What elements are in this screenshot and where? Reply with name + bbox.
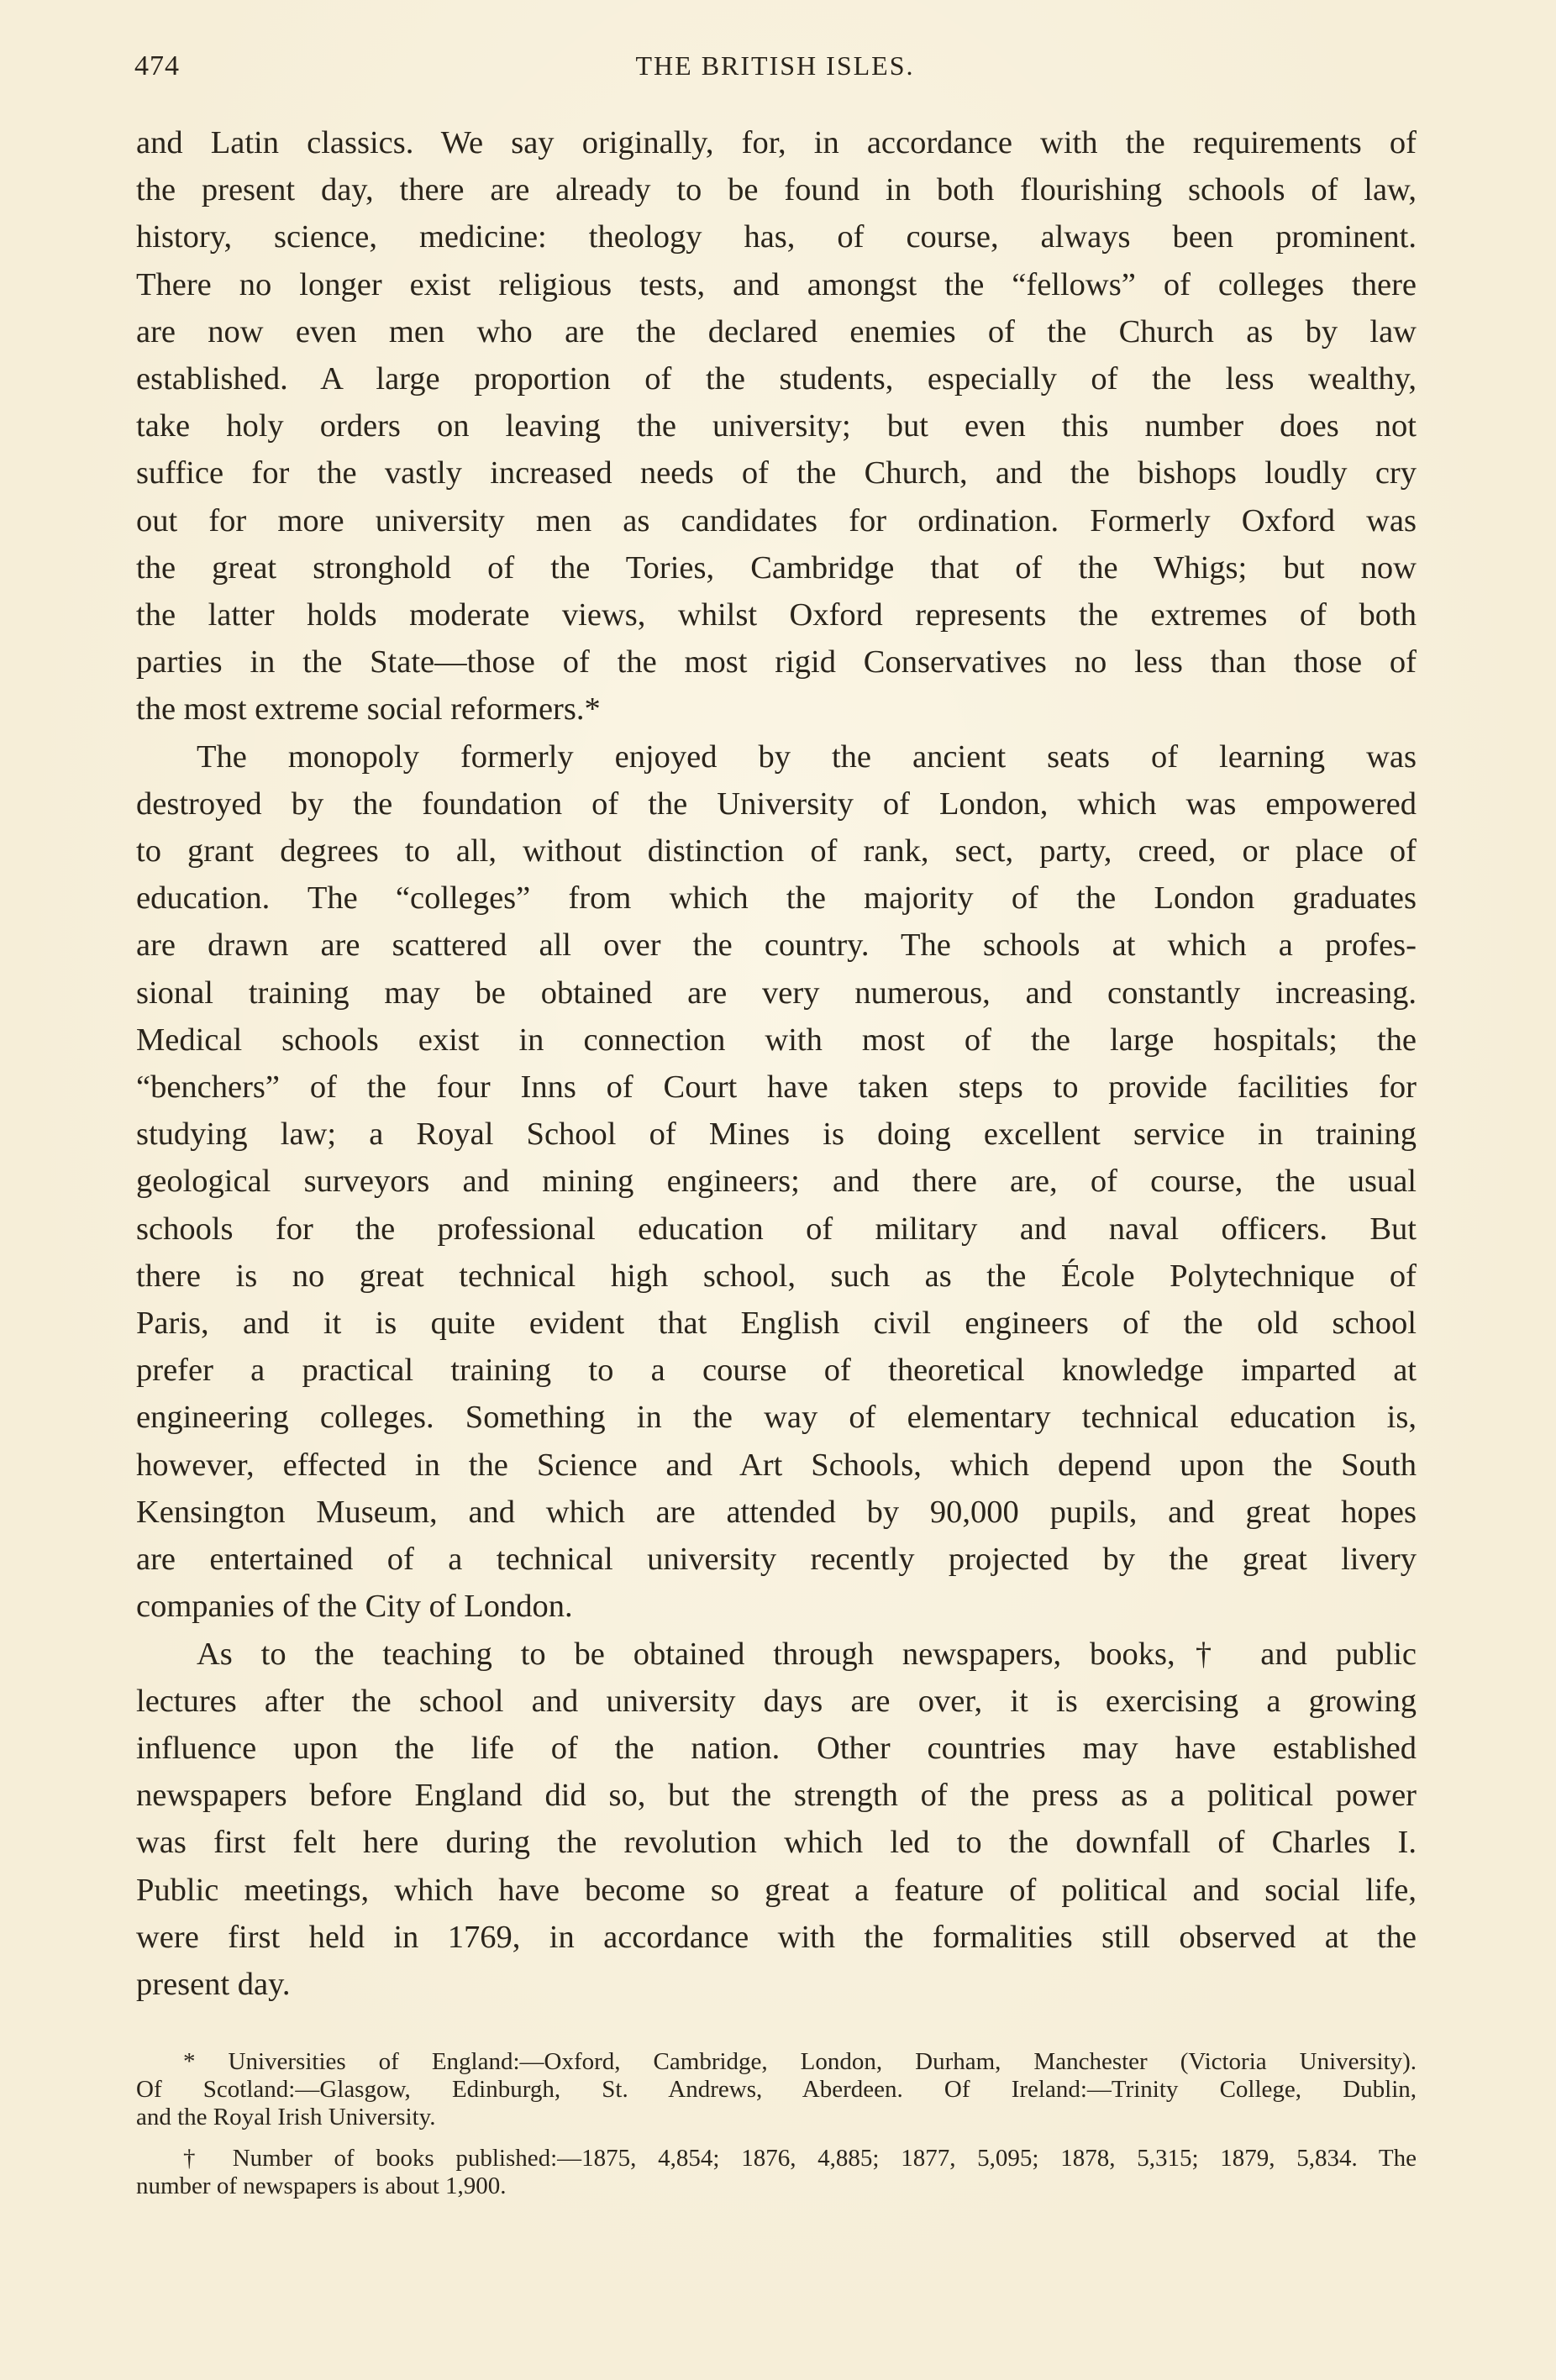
text-line: Public meetings, which have become so great a feature of political and social life,	[136, 1872, 1417, 1908]
text-line: education. The “colleges” from which the majority of the London graduates	[136, 880, 1417, 917]
text-line: are entertained of a technical university recently projected by the great livery	[136, 1542, 1417, 1578]
text-line: however, effected in the Science and Art Schools, which depend upon the South	[136, 1447, 1417, 1483]
text-line: and Latin classics. We say originally, for, in accordance with the requirements of	[136, 125, 1417, 160]
footnote-line: number of newspapers is about 1,900.	[136, 2172, 507, 2199]
text-line: Medical schools exist in connection with most of the large hospitals; the	[136, 1022, 1417, 1058]
body-text	[136, 119, 1417, 2008]
footnote-books	[136, 2145, 1417, 2200]
text-line: The monopoly formerly enjoyed by the ancient seats of learning was	[197, 738, 1417, 775]
footnote-line: † Number of books published:—1875, 4,854; 1876, 4,885; 1877, 5,095; 1878, 5,315; 1879, 5,834. The	[183, 2145, 1417, 2172]
text-line: “benchers” of the four Inns of Court have taken steps to provide facilities for	[136, 1069, 1417, 1106]
text-line: prefer a practical training to a course of theoretical knowledge imparted at	[136, 1353, 1417, 1389]
text-line: to grant degrees to all, without distinction of rank, sect, party, creed, or place of	[136, 833, 1417, 870]
text-line: geological surveyors and mining engineers; and there are, of course, the usual	[136, 1164, 1417, 1200]
text-line: Paris, and it is quite evident that English civil engineers of the old school	[136, 1306, 1417, 1342]
paragraph-newspapers	[136, 1631, 1417, 2009]
text-line: present day.	[136, 1966, 291, 2002]
text-line: Kensington Museum, and which are attended by 90,000 pupils, and great hopes	[136, 1494, 1417, 1530]
text-line: the great stronghold of the Tories, Cambridge that of the Whigs; but now	[136, 549, 1417, 586]
text-line: destroyed by the foundation of the University of London, which was empowered	[136, 785, 1417, 822]
footnotes	[136, 2048, 1417, 2214]
page-header	[134, 50, 1416, 101]
paragraph-universities	[136, 119, 1417, 733]
text-line: the most extreme social reformers.*	[136, 691, 601, 728]
text-line: suffice for the vastly increased needs of the Church, and the bishops loudly cry	[136, 455, 1417, 491]
running-head: THE BRITISH ISLES.	[635, 50, 915, 81]
text-line: studying law; a Royal School of Mines is doing excellent service in training	[136, 1116, 1417, 1153]
text-line: take holy orders on leaving the university; but even this number does not	[136, 408, 1417, 444]
text-line: sional training may be obtained are very numerous, and constantly increasing.	[136, 975, 1417, 1011]
paragraph-university-of-london	[136, 733, 1417, 1631]
text-line: schools for the professional education of military and naval officers. But	[136, 1211, 1417, 1247]
text-line: lectures after the school and university days are over, it is exercising a growing	[136, 1683, 1417, 1719]
text-line: were first held in 1769, in accordance with the formalities still observed at the	[136, 1919, 1417, 1955]
footnote-universities	[136, 2048, 1417, 2131]
text-line: newspapers before England did so, but the strength of the press as a political power	[136, 1778, 1417, 1814]
text-line: out for more university men as candidates for ordination. Formerly Oxford was	[136, 502, 1417, 539]
text-line: established. A large proportion of the students, especially of the less wealthy,	[136, 361, 1417, 397]
text-line: was first felt here during the revolution which led to the downfall of Charles I.	[136, 1825, 1417, 1861]
footnote-line: * Universities of England:—Oxford, Cambridge, London, Durham, Manchester (Victoria University).	[183, 2048, 1417, 2075]
text-line: There no longer exist religious tests, and amongst the “fellows” of colleges there	[136, 266, 1417, 302]
text-line: As to the teaching to be obtained through newspapers, books,† and public	[197, 1636, 1417, 1672]
text-line: the present day, there are already to be found in both flourishing schools of law,	[136, 172, 1417, 208]
page-number: 474	[134, 50, 180, 81]
text-line: influence upon the life of the nation. Other countries may have established	[136, 1730, 1417, 1766]
text-line: companies of the City of London.	[136, 1589, 573, 1625]
text-line: the latter holds moderate views, whilst Oxford represents the extremes of both	[136, 597, 1417, 633]
text-line: engineering colleges. Something in the way of elementary technical education is,	[136, 1400, 1417, 1436]
footnote-line: and the Royal Irish University.	[136, 2104, 436, 2130]
text-line: are now even men who are the declared enemies of the Church as by law	[136, 313, 1417, 349]
text-line: there is no great technical high school, such as the École Polytechnique of	[136, 1258, 1417, 1294]
footnote-line: Of Scotland:—Glasgow, Edinburgh, St. Andrews, Aberdeen. Of Ireland:—Trinity College, Dublin,	[136, 2076, 1417, 2103]
text-line: are drawn are scattered all over the country. The schools at which a profes-	[136, 927, 1417, 964]
text-line: history, science, medicine: theology has, of course, always been prominent.	[136, 219, 1417, 255]
text-line: parties in the State—those of the most rigid Conservatives no less than those of	[136, 644, 1417, 680]
